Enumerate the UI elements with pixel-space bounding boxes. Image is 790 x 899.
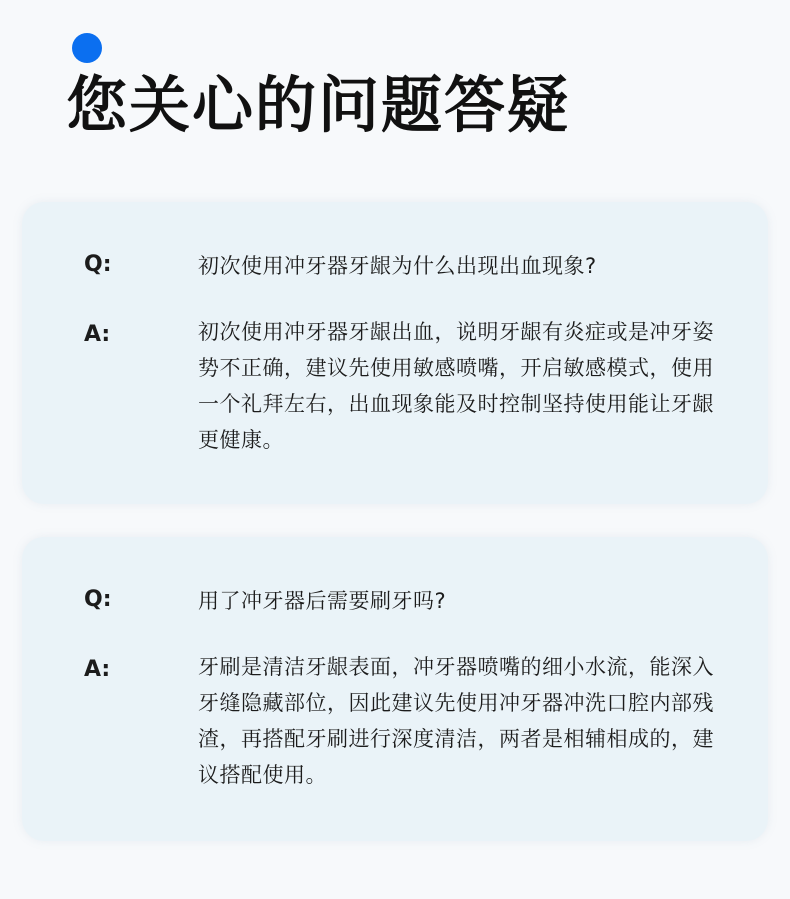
question-label: Q: [84,587,112,612]
page-title: 您关心的问题答疑 [66,70,571,141]
answer-text: 初次使用冲牙器牙龈出血，说明牙龈有炎症或是冲牙姿势不正确，建议先使用敏感喷嘴，开启敏感模式，使用一个礼拜左右，出血现象能及时控制坚持使用能让牙龈更健康。 [198,320,714,452]
question-label: Q: [84,252,112,277]
faq-card-1 [22,202,768,504]
question-text: 用了冲牙器后需要刷牙吗? [198,589,447,613]
answer-label: A: [84,322,111,347]
accent-dot [72,33,102,63]
faq-card-2 [22,537,768,841]
answer-label: A: [84,657,111,682]
answer-text: 牙刷是清洁牙龈表面，冲牙器喷嘴的细小水流，能深入牙缝隐藏部位，因此建议先使用冲牙器冲洗口腔内部残渣，再搭配牙刷进行深度清洁，两者是相辅相成的，建议搭配使用。 [198,655,714,787]
question-text: 初次使用冲牙器牙龈为什么出现出血现象? [198,254,597,278]
